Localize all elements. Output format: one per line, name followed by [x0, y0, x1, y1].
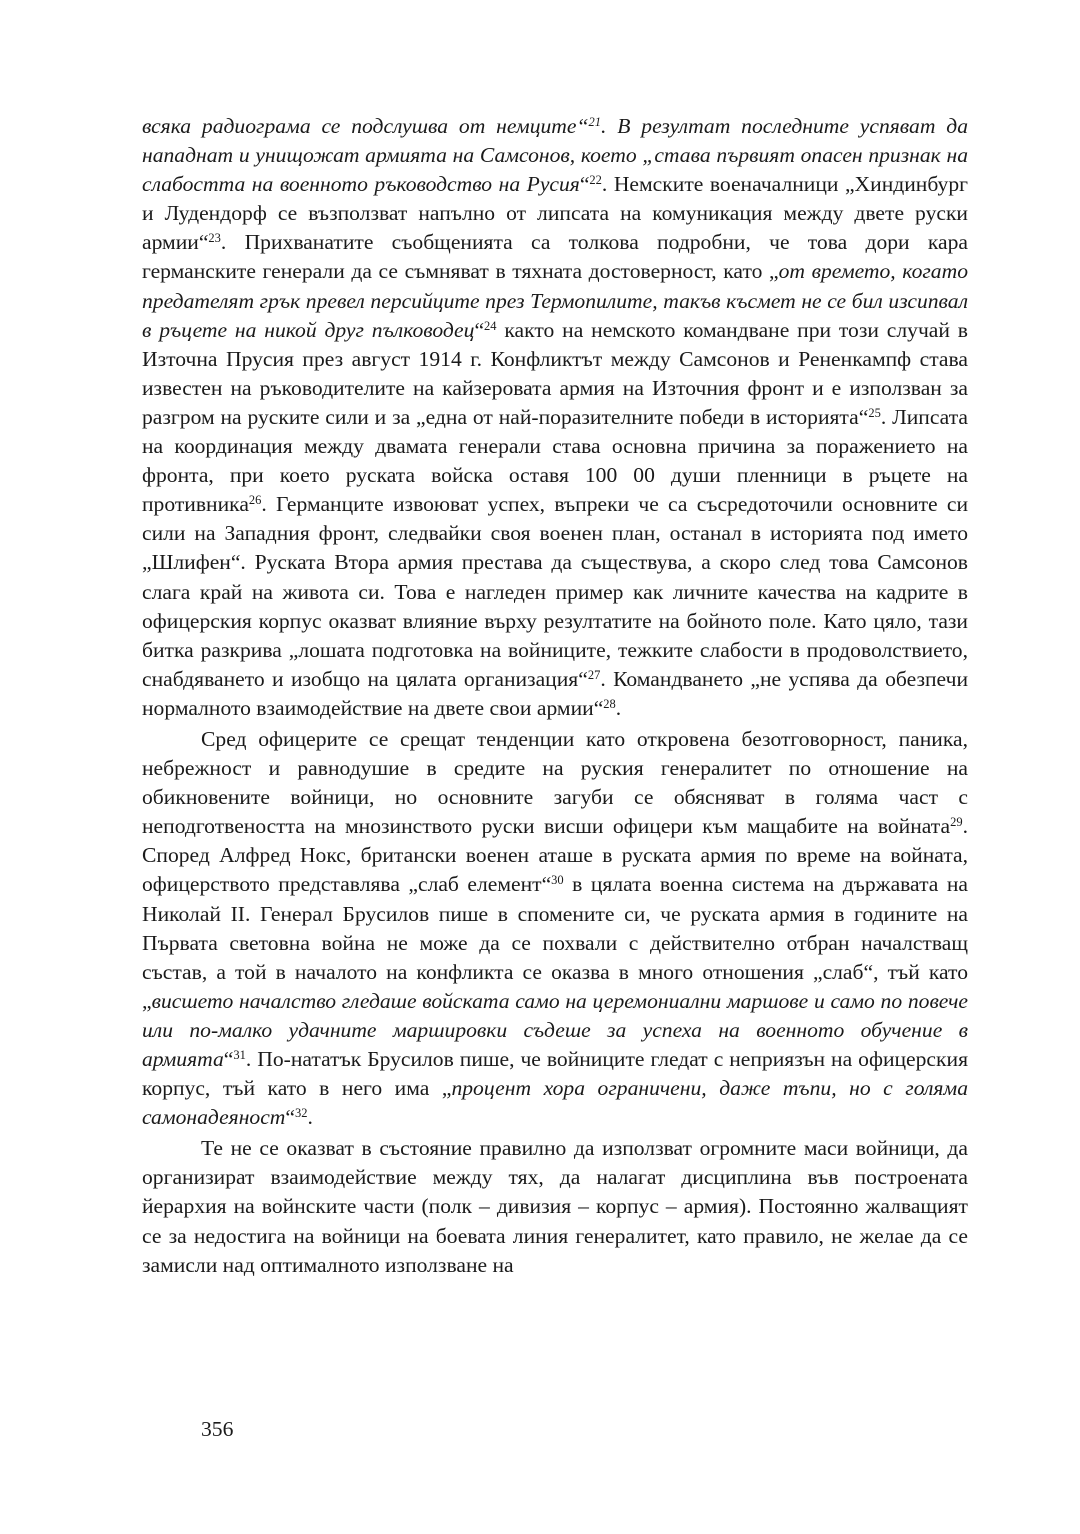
page-number: 356 — [201, 1417, 234, 1441]
footnote-ref: 23 — [208, 231, 221, 246]
text-run: Те не се оказват в състояние правилно да използват огромните маси войници, да организират взаимодействие между тях, да налагат дисциплина във построената йерархия на войнските части (полк – дивизия – корпус – армия). Постоянно жалващият се за недостига на войници на боевата линия генералитет, като правило, не желае да се замисли над оптималното използване на — [142, 1136, 968, 1277]
footnote-ref: 27 — [587, 667, 601, 682]
text-run: . — [307, 1105, 313, 1130]
text-run: Сред офицерите се срещат тенденции като откровена безотговорност, паника, небрежност и равнодушие в средите на руския генералитет по отношение на обикновените войници, но основните загуби се обясняват в голяма част с неподготвеността на мнозинството руски висши офицери към мащабите на войната — [142, 726, 968, 839]
text-run: “ — [223, 1047, 234, 1071]
paragraph — [142, 725, 968, 1132]
text-run: “ — [579, 172, 590, 197]
italic-quote: . В резултат последните успяват да нападнат и унищожат армията на Самсонов, което „става първият опасен признак на слабостта на военното ръководство на Русия — [142, 114, 968, 197]
italic-quote: висшето началство гледаше войската само на церемониални маршове и само по повече или по-малко удачните маршировки съдеше за успеха на военното обучение в армията — [142, 988, 968, 1071]
text-run: . Немските военачалници „Хиндинбург и Лудендорф се възползват напълно от липсата на комуникация между двете руски армии“ — [142, 172, 968, 255]
text-run: . — [615, 695, 622, 720]
footnote-ref: 31 — [233, 1048, 246, 1062]
footnote-ref: 26 — [248, 493, 262, 508]
paragraph — [142, 1134, 968, 1279]
footnote-ref: 24 — [484, 318, 497, 333]
footnote-ref: 22 — [589, 173, 602, 188]
body-text — [142, 112, 968, 1280]
text-run: както на немското командване при този случай в Източна Прусия през август 1914 г. Конфликтът между Самсонов и Рененкампф става известен на ръководителите на кайзеровата армия на Източния фронт и е използван за разгром на руските сили и за „една от най-поразителните победи в историята“ — [142, 317, 968, 429]
italic-quote: процент хора ограничени, даже тъпи, но с голяма самонадеяност — [142, 1076, 968, 1130]
footnote-ref: 25 — [868, 405, 881, 420]
footnote-ref: 32 — [295, 1106, 308, 1121]
text-run: “ — [285, 1105, 296, 1130]
text-run: в цялата военна система на държавата на Николай II. Генерал Брусилов пише в спомените си, че руската армия в годините на Първата световна война не може да се похвали с действително отбран началстващ състав, а той в началото на конфликта се оказва в много отношения „слаб“, тъй като „ — [142, 872, 968, 1013]
text-run: “ — [474, 317, 485, 342]
footnote-ref: 29 — [950, 815, 963, 830]
footnote-ref: 30 — [551, 873, 564, 888]
text-run: . Според Алфред Нокс, британски военен аташе в руската армия по време на войната, офицерството представлява „слаб елемент“ — [142, 814, 968, 897]
text-run: . Липсата на координация между двамата генерали става основна причина за поражението на фронта, при което руската войска оставя 100 00 души пленници в ръцете на противника — [142, 404, 968, 517]
italic-quote: всяка радиограма се подслушва от немците“ — [142, 114, 589, 138]
text-run: . Прихванатите съобщенията са толкова подробни, че това дори кара германските генерали да се съмняват в тяхната достоверност, като „ — [142, 230, 968, 284]
paragraph — [142, 112, 968, 723]
footnote-ref: 28 — [603, 696, 616, 711]
text-run: . Германците извоюват успех, въпреки че са съсредоточили основните си сили на Западния фронт, следвайки своя военен план, останал в историята под името „Шлифен“. Руската Втора армия престава да съществува, а скоро след това Самсонов слага край на живота си. Това е нагледен пример как личните качества на кадрите в офицерския корпус оказват влияние върху резултатите на бойното поле. Като цяло, тази битка разкрива „лошата подготовка на войниците, тежките слабости в продоволствието, снабдяването и изобщо на цялата организация“ — [142, 492, 968, 691]
italic-quote: от времето, когато предателят грък превел персийците през Термопилите, такъв късмет не се бил изсипвал в ръцете на никой друг пълководец — [142, 259, 968, 342]
text-run: . Командването „не успява да обезпечи нормалното взаимодействие на двете свои армии“ — [142, 666, 969, 720]
footnote-ref: 21 — [588, 115, 601, 129]
text-run: . По-нататък Брусилов пише, че войниците гледат с неприязън на офицерския корпус, тъй като в него има „ — [142, 1047, 968, 1101]
